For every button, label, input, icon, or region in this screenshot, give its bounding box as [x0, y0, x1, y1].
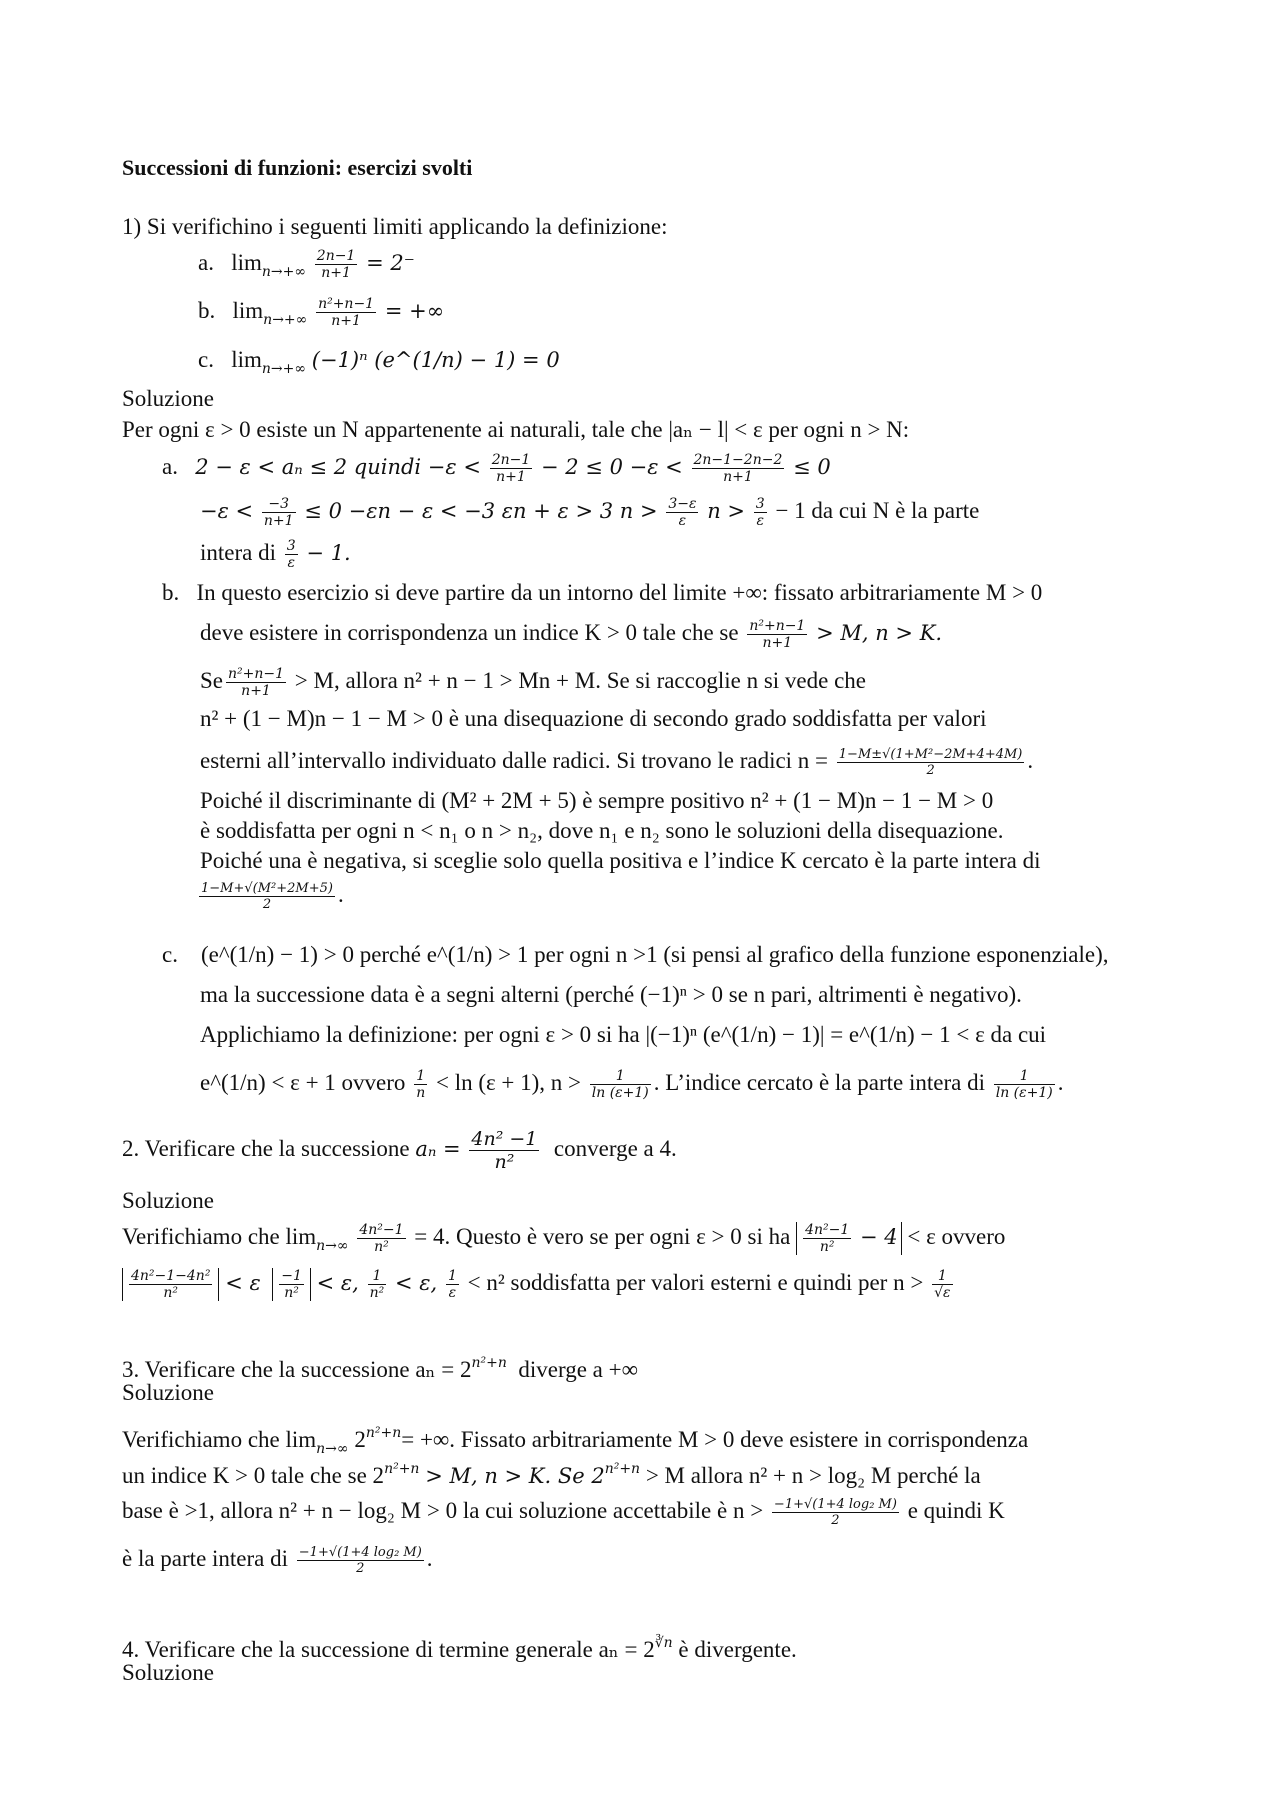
ex1-a-lim: lim — [231, 250, 262, 275]
ex2-l2a: < ε — [225, 1271, 261, 1295]
ex3-sol-line3 — [122, 1496, 1005, 1528]
ex2-den1: n² — [374, 1239, 389, 1256]
ex1-sol-a-l2a: −ε < — [200, 499, 254, 523]
ex2-den4: n² — [284, 1285, 299, 1302]
ex1-sol-b-line8: Poiché una è negativa, si sceglie solo quella positiva e l’indice K cercato è la parte intera di — [200, 848, 1041, 873]
ex1-a-sub: n→+∞ — [261, 264, 307, 280]
ex1-sol-b-num3: 1−M±√(1+M²−2M+4+4M) — [838, 747, 1023, 763]
ex1-sol-a-line1 — [162, 452, 831, 485]
ex3-l2c: > M allora n² + n > log₂ M perché la — [645, 1463, 981, 1488]
ex3-l2b: > M, n > K. Se 2 — [425, 1464, 605, 1488]
ex1-sol-a-num3: −3 — [262, 496, 296, 513]
ex1-sol-c-frac1 — [414, 1068, 427, 1101]
ex2-abs2 — [122, 1268, 219, 1301]
ex1-c-expr: (−1)ⁿ (e^(1/n) − 1) = 0 — [311, 348, 560, 372]
ex1-sol-a-den2: n+1 — [723, 469, 753, 486]
ex1-sol-b-frac4 — [199, 881, 335, 912]
ex4-intro-a: 4. Verificare che la successione di termine generale aₙ = 2 — [122, 1637, 655, 1662]
ex3-den2: 2 — [356, 1561, 365, 1577]
ex2-l1b: = 4. Questo è vero se per ogni ε > 0 si ha — [414, 1224, 791, 1249]
ex3-sol-line1: Verifichiamo che $\lim_{n\to\infty} 2^{n^2+n}=$ +∞. Fissato arbitrariamente M > 0 deve esistere in corrispondenza — [122, 1425, 1029, 1457]
ex1-sol-a-l1a: 2 − ε < aₙ ≤ 2 quindi −ε < — [195, 455, 481, 479]
ex1-sol-c-l1: (e^(1/n) − 1) > 0 perché e^(1/n) > 1 per ogni n >1 (si pensi al grafico della funzione esponenziale), — [200, 942, 1109, 967]
ex3-sol-line2 — [122, 1454, 981, 1491]
ex3-solution-label: Soluzione — [122, 1380, 214, 1405]
ex1-sol-a-num2: 2n−1−2n−2 — [693, 452, 783, 469]
ex1-solution-label: Soluzione — [122, 386, 214, 411]
ex1-sol-b-l3b: > M, allora n² + n − 1 > Mn + M. Se si raccoglie n si vede che — [294, 668, 867, 693]
ex1-sol-c-line3: Applichiamo la definizione: per ogni ε > 0 si ha |(−1)ⁿ (e^(1/n) − 1)| = e^(1/n) − 1 < ε da cui — [200, 1022, 1047, 1047]
ex1-sol-b-line2 — [200, 618, 942, 651]
ex2-intro-a: 2. Verificare che la successione — [122, 1135, 410, 1161]
ex3-intro-a: 3. Verificare che la successione aₙ = 2 — [122, 1357, 472, 1382]
ex2-l1a: Verifichiamo che lim — [122, 1224, 317, 1249]
ex1-b-label: b. — [198, 298, 216, 323]
ex1-sol-a-line2 — [200, 496, 979, 529]
ex3-den1: 2 — [831, 1513, 840, 1529]
ex1-b-rhs: = +∞ — [384, 299, 445, 323]
ex1-sol-b-num4: 1−M+√(M²+2M+5) — [201, 881, 333, 897]
ex1-sol-b-den1: n+1 — [762, 635, 793, 652]
ex1-sol-c-l4c: . L’indice cercato è la parte intera di — [653, 1070, 985, 1095]
ex2-num3: 4n²−1−4n² — [131, 1268, 211, 1285]
ex2-num7: 1 — [932, 1268, 952, 1285]
ex1-sol-a-l2d: − 1 da cui N è la parte — [775, 498, 980, 523]
ex1-sol-b-line5: esterni all’intervallo individuato dalle radici. Si trovano le radici n = $\frac{\text{1−M±√(1+M²−2M+4+4M)}}{2}$ . — [200, 747, 1034, 779]
ex3-frac1 — [772, 1497, 899, 1528]
ex3-l1b: = +∞. Fissato arbitrariamente M > 0 deve esistere in corrispondenza — [401, 1427, 1029, 1452]
ex1-sol-c-l4a: e^(1/n) < ε + 1 ovvero — [200, 1070, 406, 1095]
ex1-sol-b-label: b. — [162, 580, 180, 605]
ex2-abs1 — [796, 1222, 902, 1255]
ex1-sol-a-frac3 — [262, 496, 296, 529]
ex1-sol-a-num1: 2n−1 — [491, 452, 531, 469]
ex1-sol-b-l2a: deve esistere in corrispondenza un indice K > 0 tale che se — [200, 620, 739, 645]
ex1-sol-b-l5a: esterni all’intervallo individuato dalle radici. Si trovano le radici n = — [200, 748, 829, 773]
ex2-den7: √ε — [934, 1285, 951, 1302]
ex2-solution-label: Soluzione — [122, 1188, 214, 1213]
ex1-a-den: n+1 — [321, 265, 351, 282]
ex1-sol-b-line4: n² + (1 − M)n − 1 − M > 0 è una disequazione di secondo grado soddisfatta per valori — [200, 706, 987, 731]
ex1-sol-c-line1 — [162, 940, 1109, 970]
ex3-intro-b: diverge a +∞ — [518, 1357, 638, 1382]
ex2-num6: 1 — [447, 1268, 457, 1285]
ex1-sol-c-den2: ln (ε+1) — [591, 1085, 649, 1102]
ex3-sol-line4: è la parte intera di $\frac{\text{−1+√(1+4 log₂ M)}}{2}$ . — [122, 1545, 433, 1577]
ex1-sol-c-label: c. — [162, 942, 178, 967]
ex1-b-den: n+1 — [331, 313, 361, 330]
ex2-den2: n² — [819, 1239, 835, 1256]
ex2-num4: −1 — [281, 1268, 302, 1285]
ex1-b-num: n²+n−1 — [318, 296, 375, 313]
ex1-sol-c-line2: ma la successione data è a segni alterni (perché (−1)ⁿ > 0 se n pari, altrimenti è negativo). — [200, 982, 1022, 1007]
ex1-a-num: 2n−1 — [316, 248, 356, 265]
ex1-sol-b-num1: n²+n−1 — [749, 618, 806, 635]
ex2-frac2 — [803, 1222, 851, 1255]
ex1-sol-a-l3b: − 1. — [306, 541, 351, 565]
ex2-den6: ε — [448, 1285, 457, 1302]
ex3-l2-exp2: n²+n — [604, 1461, 641, 1477]
ex2-num2: 4n²−1 — [805, 1222, 850, 1239]
ex2-l1c: − 4 — [860, 1225, 898, 1250]
ex2-abs3 — [272, 1268, 311, 1301]
ex1-sol-b-den2: n+1 — [241, 683, 271, 700]
ex3-l2-exp1: n²+n — [384, 1461, 420, 1477]
ex2-frac3 — [129, 1268, 212, 1301]
ex1-a-rhs: = 2⁻ — [366, 251, 415, 275]
ex1-sol-b-l2b: > M, n > K. — [816, 621, 943, 645]
ex1-a-label: a. — [198, 250, 214, 275]
ex4-intro-b: è divergente. — [678, 1637, 797, 1662]
ex3-l3b: e quindi K — [907, 1498, 1005, 1523]
ex4-solution-label: Soluzione — [122, 1660, 214, 1685]
ex2-frac5 — [368, 1268, 387, 1301]
ex1-sol-c-num3: 1 — [994, 1068, 1055, 1085]
ex1-c-lim: lim — [231, 347, 262, 372]
ex1-b-frac — [316, 296, 376, 329]
ex1-definition: Per ogni ε > 0 esiste un N appartenente ai naturali, tale che |aₙ − l| < ε per ogni n > N: — [122, 417, 910, 442]
ex2-l2c: < ε, — [395, 1271, 438, 1295]
ex1-sol-a-l1c: ≤ 0 — [793, 455, 831, 479]
ex1-sol-b-l1: In questo esercizio si deve partire da un intorno del limite +∞: fissato arbitrariamente M > 0 — [196, 580, 1043, 605]
ex3-l2a: un indice K > 0 tale che se 2 — [122, 1463, 385, 1488]
ex3-num2: −1+√(1+4 log₂ M) — [298, 1545, 422, 1561]
ex2-intro — [122, 1128, 677, 1173]
ex2-num5: 1 — [368, 1268, 387, 1285]
ex1-a-frac — [315, 248, 358, 281]
ex1-sol-a-den1: n+1 — [496, 469, 526, 486]
ex1-sol-a-den4: ε — [678, 513, 687, 530]
ex1-b-lim: lim — [232, 298, 264, 323]
ex1-sol-c-num1: 1 — [414, 1068, 427, 1085]
ex1-sol-a-den3: n+1 — [263, 513, 294, 530]
ex1-sol-a-l1b: − 2 ≤ 0 −ε < — [541, 455, 683, 479]
document-title: Successioni di funzioni: esercizi svolti — [122, 155, 473, 180]
ex2-num: 4n² −1 — [471, 1128, 538, 1150]
ex1-sol-b-den3: 2 — [926, 763, 935, 779]
ex2-an: aₙ = — [415, 1136, 461, 1161]
ex1-sol-c-line4: e^(1/n) < ε + 1 ovvero $\frac{1}{n}$ < ln (ε + 1), n > $\frac{1}{\ln (\varepsilon+1)}$ . L’indice cercato è la parte intera di $\frac{1}{\ln (\varepsilon+1)}$ . — [200, 1068, 1064, 1102]
ex2-den5: n² — [369, 1285, 385, 1302]
ex3-exp: n²+n — [471, 1355, 507, 1371]
ex2-sol-line1 — [122, 1222, 1005, 1261]
ex1-sol-b-line7: è soddisfatta per ogni n < n₁ o n > n₂, dove n₁ e n₂ sono le soluzioni della disequazione. — [200, 818, 1004, 843]
ex1-sol-b-line3 — [200, 666, 866, 699]
ex2-l1sub: n→∞ — [316, 1238, 349, 1254]
ex1-sol-c-frac3 — [994, 1068, 1055, 1101]
ex2-frac7 — [932, 1268, 952, 1301]
ex2-intro-b: converge a 4. — [553, 1135, 677, 1161]
ex1-c-sub: n→+∞ — [261, 361, 307, 377]
ex2-sol-line2 — [122, 1268, 956, 1301]
ex1-sol-b-line9: $\frac{\text{1−M+√(M²+2M+5)}}{2}$ . — [201, 881, 344, 913]
ex3-l1sub: n→∞ — [316, 1441, 349, 1457]
ex1-sol-a-l2c: n > — [707, 499, 746, 523]
ex1-sol-a-frac1 — [490, 452, 533, 485]
ex1-sol-a-num6: 3 — [286, 538, 296, 555]
ex2-frac — [469, 1128, 539, 1173]
ex1-sol-b-frac2 — [226, 666, 286, 699]
ex1-sol-b-num2: n²+n−1 — [228, 666, 285, 683]
ex1-sol-a-frac5 — [754, 496, 767, 529]
ex1-item-c — [198, 345, 560, 384]
ex3-l4a: è la parte intera di — [122, 1546, 289, 1571]
ex2-frac6 — [446, 1268, 459, 1301]
ex1-sol-c-frac2 — [590, 1068, 651, 1101]
ex1-sol-b-l3a: Se — [200, 668, 223, 693]
ex1-sol-b-line6: Poiché il discriminante di (M² + 2M + 5) è sempre positivo n² + (1 − M)n − 1 − M > 0 — [200, 788, 994, 813]
ex1-sol-b-frac1 — [747, 618, 807, 651]
ex1-intro: 1) Si verifichino i seguenti limiti applicando la definizione: — [122, 214, 668, 239]
ex2-l1d: < ε ovvero — [907, 1224, 1006, 1249]
ex2-frac4 — [279, 1268, 304, 1301]
ex1-sol-c-den1: n — [416, 1085, 426, 1102]
ex2-l2d: < n² soddisfatta per valori esterni e quindi per n > — [467, 1270, 924, 1295]
ex1-sol-a-frac2 — [692, 452, 785, 485]
ex1-sol-a-num4: 3−ε — [668, 496, 697, 513]
ex1-sol-c-num2: 1 — [590, 1068, 651, 1085]
ex1-sol-c-l4b: < ln (ε + 1), n > — [435, 1070, 581, 1095]
ex1-item-a — [198, 248, 415, 287]
ex4-intro — [122, 1628, 797, 1665]
ex2-den3: n² — [163, 1285, 179, 1302]
ex1-b-sub: n→+∞ — [263, 312, 308, 328]
ex3-l3a: base è >1, allora n² + n − log₂ M > 0 la cui soluzione accettabile è n > — [122, 1498, 764, 1523]
ex1-sol-a-label: a. — [162, 454, 178, 479]
ex1-sol-a-l3a: intera di — [200, 540, 276, 565]
ex1-sol-b-line1 — [162, 578, 1042, 608]
ex3-l1a: Verifichiamo che lim — [122, 1427, 317, 1452]
ex1-sol-a-frac6 — [285, 538, 298, 571]
ex4-exp: ∛n — [654, 1635, 673, 1651]
ex1-c-label: c. — [198, 347, 214, 372]
ex3-l1-exp: n²+n — [365, 1425, 402, 1441]
ex1-sol-b-frac3 — [837, 747, 1025, 778]
ex3-num1: −1+√(1+4 log₂ M) — [773, 1497, 897, 1513]
ex2-den: n² — [494, 1151, 515, 1173]
ex1-sol-a-den5: ε — [756, 513, 764, 530]
ex1-item-b — [198, 296, 444, 335]
ex2-num1: 4n²−1 — [359, 1222, 404, 1239]
ex2-l2b: < ε, — [316, 1271, 359, 1295]
ex1-sol-a-line3 — [200, 538, 351, 571]
ex1-sol-a-frac4 — [666, 496, 698, 529]
ex2-frac1 — [357, 1222, 405, 1255]
ex3-frac2 — [297, 1545, 424, 1576]
ex1-sol-c-den3: ln (ε+1) — [995, 1085, 1053, 1102]
ex1-sol-b-den4: 2 — [262, 897, 272, 913]
ex1-sol-a-l2b: ≤ 0 −εn − ε < −3 εn + ε > 3 n > — [304, 499, 658, 523]
ex1-sol-a-num5: 3 — [755, 496, 765, 513]
ex1-sol-a-den6: ε — [287, 555, 295, 572]
